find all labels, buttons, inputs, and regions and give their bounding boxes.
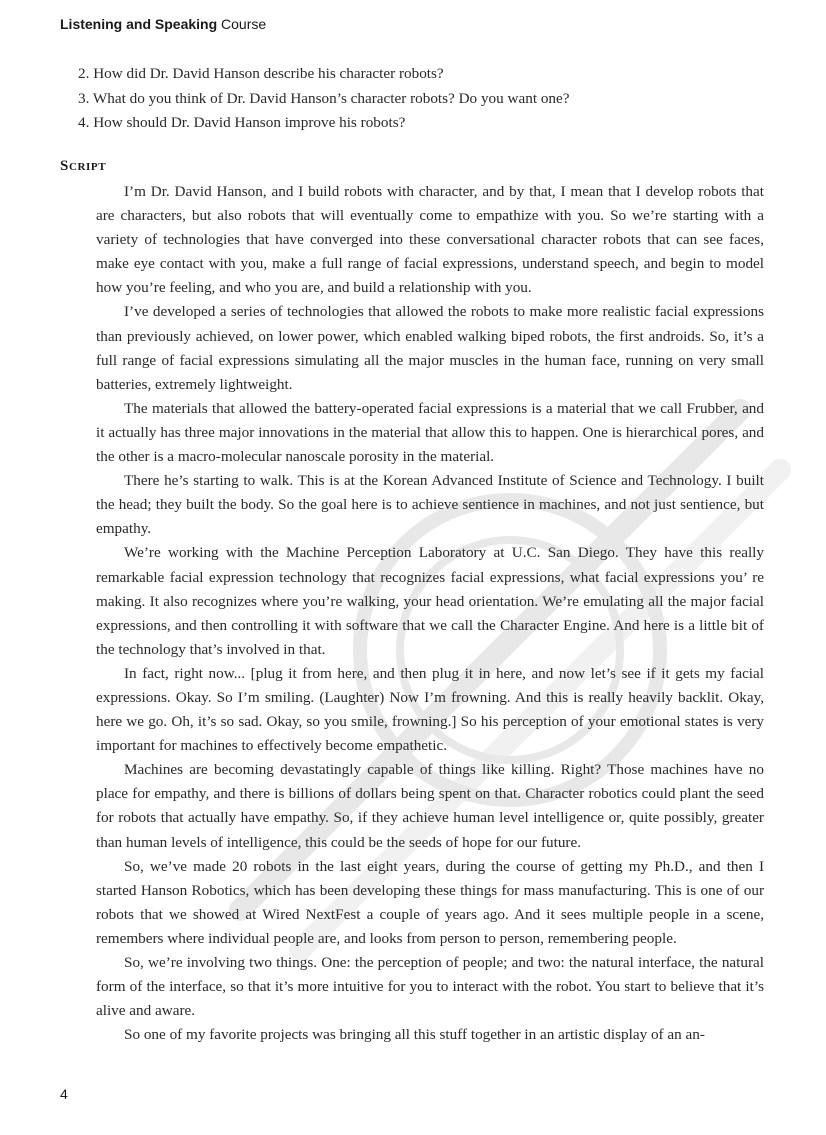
running-header [60, 16, 266, 32]
question-item: 4. How should Dr. David Hanson improve his robots? [78, 114, 406, 131]
section-title: Script [60, 158, 107, 174]
script-body [96, 180, 764, 1047]
script-paragraph: In fact, right now... [plug it from here, and then plug it in here, and now let’s see if it gets my facial expressions. Okay. So I’m smiling. (Laughter) Now I’m frowning. And this is really heavily backlit. Okay, here we go. Oh, it’s so sad. Okay, so you smile, frowning.] So his perception of your emotional states is very important for machines to effectively become empathetic. [96, 664, 764, 755]
script-paragraph: So one of my favorite projects was bringing all this stuff together in an artistic display of an an- [124, 1026, 705, 1044]
running-header-regular: Course [217, 16, 267, 32]
page-number: 4 [60, 1086, 68, 1102]
script-paragraph: So, we’ve made 20 robots in the last eight years, during the course of getting my Ph.D., and then I started Hanson Robotics, which has been developing these things for mass manufacturing. This is one of our robots that we showed at Wired NextFest a couple of years ago. And it sees multiple people in a scene, remembers where individual people are, and looks from person to person, remembering people. [96, 857, 764, 947]
question-item: 3. What do you think of Dr. David Hanson’s character robots? Do you want one? [78, 89, 570, 107]
running-header-bold: Listening and Speaking [60, 16, 218, 32]
script-paragraph: I’ve developed a series of technologies that allowed the robots to make more realistic facial expressions than previously achieved, on lower power, which enabled walking biped robots, the first androids. So, it’s a full range of facial expressions simulating all the major muscles in the human face, running on very small batteries, extremely lightweight. [96, 303, 764, 393]
script-paragraph: We’re working with the Machine Perception Laboratory at U.C. San Diego. They have this really remarkable facial expression technology that recognizes facial expressions, what facial expressions you’ re making. It also recognizes where you’re walking, your head orientation. We’re emulating all the major facial expressions, and then controlling it with software that we call the Character Engine. And here is a little bit of the technology that’s involved in that. [96, 544, 764, 658]
script-paragraph: I’m Dr. David Hanson, and I build robots with character, and by that, I mean that I develop robots that are characters, but also robots that will eventually come to empathize with you. So we’re starting with a variety of technologies that have converged into these conversational character robots that can see faces, make eye contact with you, make a full range of facial expressions, understand speech, and begin to model how you’re feeling, and who you are, and build a relationship with you. [96, 183, 764, 297]
script-paragraph: The materials that allowed the battery-operated facial expressions is a material that we call Frubber, and it actually has three major innovations in the material that allow this to happen. One is hierarchical pores, and the other is a macro-molecular nanoscale porosity in the material. [96, 399, 764, 466]
script-paragraph: Machines are becoming devastatingly capable of things like killing. Right? Those machines have no place for empathy, and there is billions of dollars being spent on that. Character robotics could plant the seed for robots that actually have empathy. So, if they achieve human level intelligence or, quite possibly, greater than human levels of intelligence, this could be the seeds of hope for our future. [96, 761, 764, 851]
question-item: 2. How did Dr. David Hanson describe his character robots? [78, 65, 444, 82]
script-paragraph: So, we’re involving two things. One: the perception of people; and two: the natural interface, the natural form of the interface, so that it’s more intuitive for you to interact with the robot. You start to believe that it’s alive and aware. [96, 954, 764, 1020]
script-paragraph: There he’s starting to walk. This is at the Korean Advanced Institute of Science and Technology. I built the head; they built the body. So the goal here is to achieve sentience in machines, and not just sentience, but empathy. [96, 472, 764, 538]
question-list [78, 62, 570, 136]
